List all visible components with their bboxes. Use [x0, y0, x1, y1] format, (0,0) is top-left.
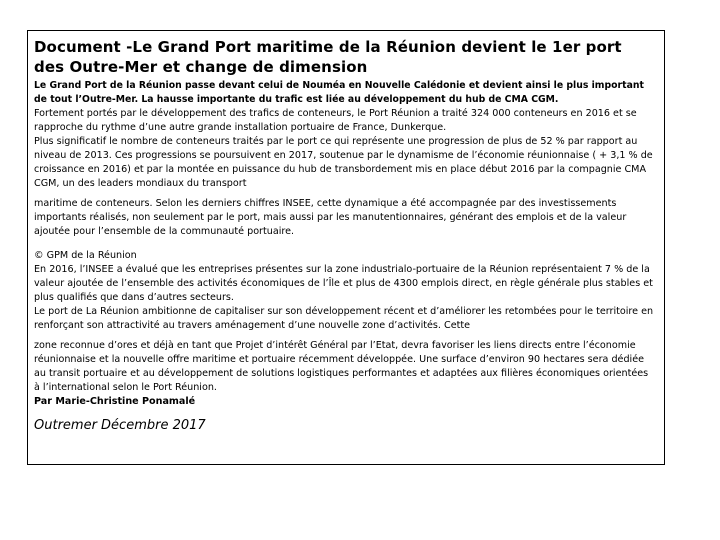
paragraph-port-ambition: Le port de La Réunion ambitionne de capitaliser sur son développement récent et d’améliorer les retombées pour le territoire en renforçant son attractivité au travers aménagement d’une nouvelle zone d’activités. Cette	[34, 306, 654, 331]
source-footer: Outremer Décembre 2017	[34, 418, 206, 433]
paragraph-container-traffic: Fortement portés par le développement des trafics de conteneurs, le Port Réunion a traité 324 000 conteneurs en 2016 et se rapproche du rythme d’une autre grande installation portuaire de France, Dunkerque.	[34, 108, 637, 133]
paragraph-activity-zone: zone reconnue d’ores et déjà en tant que Projet d’intérêt Général par l’Etat, devra favoriser les liens directs entre l’économie réunionnaise et la nouvelle offre maritime et portuaire récemment développée. Une surface d’environ 90 hectares sera dédiée au transit portuaire et au développement de solutions logistiques performantes et adaptées aux filières économiques orientées à l’international selon le Port Réunion.	[34, 340, 649, 393]
paragraph-insee-value-added: En 2016, l’INSEE a évalué que les entreprises présentes sur la zone industrialo-portuaire de la Réunion représentaient 7 % de la valeur ajoutée de l’ensemble des activités économiques de l’Île et plus de 4300 emplois direct, en règle générale plus stables et plus qualifiés que dans d’autres secteurs.	[34, 264, 653, 303]
photo-credit: © GPM de la Réunion	[34, 250, 137, 261]
paragraph-progression: Plus significatif le nombre de conteneurs traités par le port ce qui représente une progression de plus de 52 % par rapport au niveau de 2013. Ces progressions se poursuivent en 2017, soutenue par le dynamisme de l’économie réunionnaise ( + 3,1 % de croissance en 2016) et par la montée en puissance du hub de transbordement mis en place début 2016 par la compagnie CMA CGM, un des leaders mondiaux du transport	[34, 136, 653, 189]
document-title: Document -Le Grand Port maritime de la Réunion devient le 1er port des Outre-Mer et change de dimension	[34, 38, 622, 76]
paragraph-insee-dynamics: maritime de conteneurs. Selon les derniers chiffres INSEE, cette dynamique a été accompagnée par des investissements importants réalisés, non seulement par le port, mais aussi par les manutentionnaires, générant des emplois et de la valeur ajoutée pour l’ensemble de la communauté portuaire.	[34, 198, 627, 237]
author-byline: Par Marie-Christine Ponamalé	[34, 396, 196, 407]
document-frame	[27, 30, 665, 465]
lead-paragraph: Le Grand Port de la Réunion passe devant celui de Nouméa en Nouvelle Calédonie et devient ainsi le plus important de tout l’Outre-Mer. La hausse importante du trafic est liée au développement du hub de CMA CGM.	[34, 80, 644, 105]
